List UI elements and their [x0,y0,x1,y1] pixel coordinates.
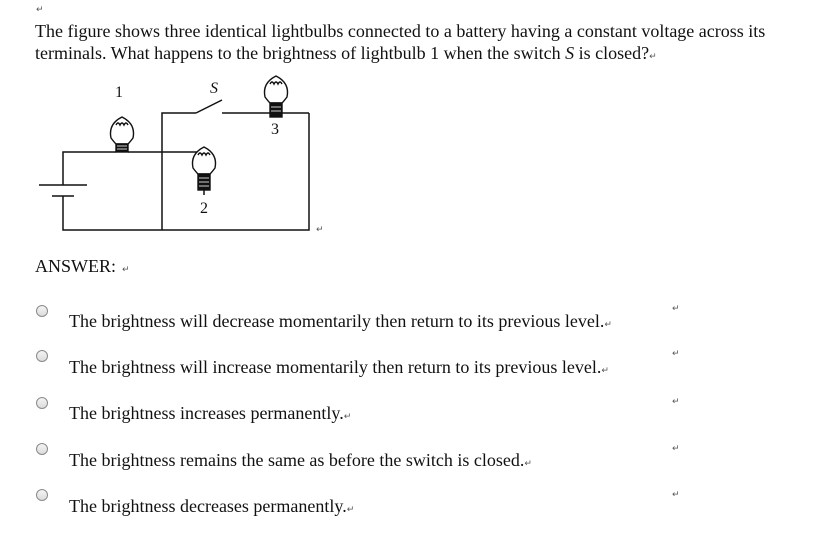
option-text: The brightness will decrease momentarily then return to its previous level.↵ [69,311,612,331]
return-mark: ↵ [122,265,130,275]
circuit-diagram [0,0,822,260]
return-mark: ↵ [672,349,680,359]
radio-button[interactable] [36,397,48,409]
switch-label: S [210,80,218,97]
bulb3-label: 3 [271,121,279,138]
return-mark: ↵ [672,444,680,454]
answer-label [35,256,130,276]
switch-lever [196,100,222,113]
diagram-return-mark: ↵ [316,225,324,235]
option-text: The brightness increases permanently.↵ [69,403,352,423]
bulb1-label: 1 [115,84,123,101]
paragraph-mark: ↵ [36,5,44,15]
return-mark: ↵ [649,52,657,62]
question-end: is closed? [574,43,650,63]
question-body: The figure shows three identical lightbulbs connected to a battery having a constant voltage across its terminals. What happens to the brightness of lightbulb 1 when the switch [35,21,766,63]
radio-button[interactable] [36,489,48,501]
radio-button[interactable] [36,350,48,362]
return-mark: ↵ [672,490,680,500]
return-mark: ↵ [672,397,680,407]
answer-label-text: ANSWER: [35,256,116,276]
lightbulb-3-icon [264,76,287,117]
wire-switch-left [162,113,196,152]
option-text: The brightness decreases permanently.↵ [69,496,355,516]
bulb2-label: 2 [200,200,208,217]
radio-button[interactable] [36,305,48,317]
radio-button[interactable] [36,443,48,455]
lightbulb-1-icon [110,117,133,152]
option-text: The brightness will increase momentarily then return to its previous level.↵ [69,357,609,377]
switch-symbol: S [565,43,575,63]
option-text: The brightness remains the same as before the switch is closed.↵ [69,450,532,470]
return-mark: ↵ [672,304,680,314]
lightbulb-2-icon [192,147,215,190]
wire-left [63,152,116,185]
